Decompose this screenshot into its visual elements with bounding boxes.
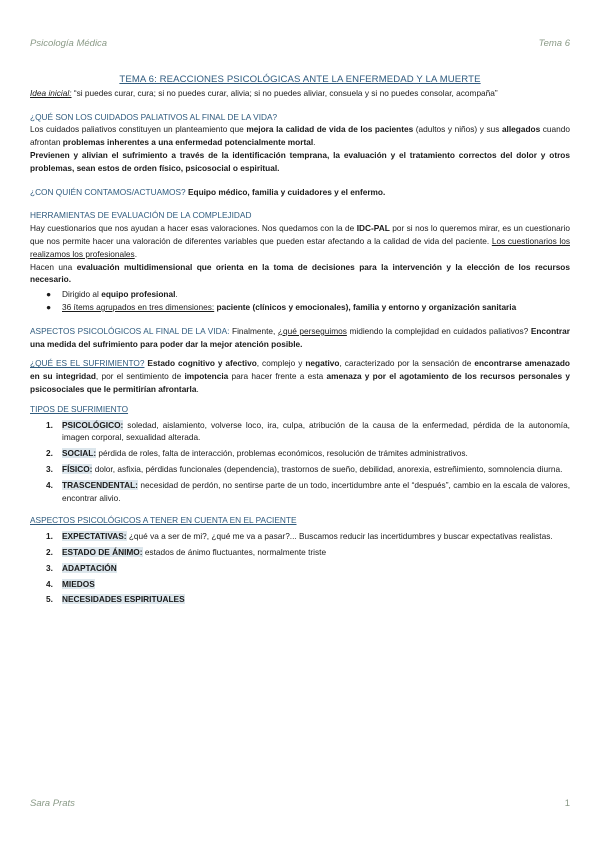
section-heading-tools: HERRAMIENTAS DE EVALUACIÓN DE LA COMPLEJIDAD bbox=[30, 210, 252, 221]
text-run-bold: Encontrar una medida del sufrimiento para poder dar la mejor atención posible. bbox=[30, 325, 570, 349]
text-run: midiendo la complejidad en cuidados paliativos? bbox=[346, 325, 531, 336]
item-label: EXPECTATIVAS: bbox=[62, 531, 127, 542]
item-label: MIEDOS bbox=[62, 578, 95, 589]
text-run-underline: ¿qué perseguimos bbox=[277, 325, 347, 336]
text-run: Finalmente, bbox=[229, 325, 278, 336]
suffering-types-list bbox=[30, 419, 570, 505]
list-item bbox=[46, 479, 570, 505]
aspects-end-of-life-paragraph bbox=[30, 325, 570, 351]
list-item bbox=[46, 562, 570, 575]
section-heading-patient-aspects: ASPECTOS PSICOLÓGICOS A TENER EN CUENTA EN EL PACIENTE bbox=[30, 515, 297, 526]
text-run-bold: equipo profesional bbox=[101, 289, 176, 300]
text-run-bold: allegados bbox=[501, 124, 541, 135]
palliative-paragraph-1 bbox=[30, 123, 570, 149]
text-run: Dirigido al bbox=[62, 289, 102, 300]
intro-paragraph bbox=[30, 87, 570, 100]
item-label: FÍSICO: bbox=[62, 463, 93, 474]
text-run: cuando afrontan bbox=[30, 124, 571, 148]
text-run-bold: paciente (clínicos y emocionales), familia y entorno y organización sanitaria bbox=[214, 301, 517, 312]
section-heading-types: TIPOS DE SUFRIMIENTO bbox=[30, 403, 129, 414]
section-heading-suffering: ¿QUÉ ES EL SUFRIMIENTO? bbox=[30, 358, 145, 369]
item-number: 5. bbox=[46, 594, 53, 605]
text-run: , por el sentimiento de bbox=[95, 371, 185, 382]
tools-paragraph-1 bbox=[30, 222, 570, 260]
item-label: NECESIDADES ESPIRITUALES bbox=[62, 594, 185, 605]
page-title: TEMA 6: REACCIONES PSICOLÓGICAS ANTE LA ENFERMEDAD Y LA MUERTE bbox=[119, 74, 481, 85]
page-number: 1 bbox=[564, 798, 570, 809]
text-run: Los cuidados paliativos constituyen un planteamiento que bbox=[30, 124, 247, 135]
suffering-paragraph bbox=[30, 357, 570, 395]
item-label: SOCIAL: bbox=[62, 448, 97, 459]
text-run-bold: IDC-PAL bbox=[356, 223, 390, 234]
text-run-bold: amenaza y por el agotamiento de los recursos personales y psicosociales que le permitirían afrontarla bbox=[30, 371, 570, 394]
list-item bbox=[46, 447, 570, 460]
header-topic: Tema 6 bbox=[538, 38, 570, 49]
text-run-bold: Estado cognitivo y afectivo bbox=[144, 358, 257, 369]
item-number: 2. bbox=[46, 448, 53, 459]
item-label: TRASCENDENTAL: bbox=[62, 479, 138, 490]
header-subject: Psicología Médica bbox=[30, 38, 108, 49]
page-content bbox=[30, 74, 570, 609]
list-item bbox=[46, 530, 570, 543]
item-label: ADAPTACIÓN bbox=[62, 562, 117, 573]
text-run: . bbox=[175, 289, 178, 300]
patient-aspects-list bbox=[30, 530, 570, 606]
team-paragraph bbox=[30, 186, 570, 199]
text-run: Hacen una bbox=[30, 261, 77, 272]
item-number: 1. bbox=[46, 531, 53, 542]
item-number: 2. bbox=[46, 546, 53, 557]
item-label: PSICOLÓGICO: bbox=[62, 419, 124, 430]
text-run-bold: mejora la calidad de vida de los pacientes bbox=[246, 124, 414, 135]
item-number: 3. bbox=[46, 463, 53, 474]
section-heading-team: ¿CON QUIÉN CONTAMOS/ACTUAMOS? bbox=[30, 186, 186, 197]
intro-quote: “si puedes curar, cura; si no puedes curar, alivia; si no puedes aliviar, consuela y si no puedes consolar, acompaña” bbox=[71, 87, 498, 98]
team-text: Equipo médico, familia y cuidadores y el enfermo. bbox=[185, 186, 386, 197]
text-run-bold: evaluación multidimensional que orienta en la toma de decisiones para la intervención y la elección de los recursos necesario. bbox=[30, 261, 570, 285]
list-item bbox=[46, 593, 570, 606]
text-run: por si nos lo queremos mirar, es un cuestionario que nos permite hacer una valoración de diferentes variables que pueden estar afectando a la calidad de vida del paciente. bbox=[30, 223, 570, 246]
text-run: , complejo y bbox=[256, 358, 306, 369]
item-label: ESTADO DE ÁNIMO: bbox=[62, 546, 143, 557]
text-run: , caracterizado por la sensación de bbox=[339, 358, 475, 369]
list-item bbox=[46, 288, 570, 301]
item-number: 4. bbox=[46, 479, 53, 490]
section-heading-palliative: ¿QUÉ SON LOS CUIDADOS PALIATIVOS AL FINAL DE LA VIDA? bbox=[30, 111, 278, 122]
text-run-bold: negativo bbox=[305, 358, 340, 369]
text-run: (adultos y niños) y sus bbox=[413, 124, 502, 135]
list-item bbox=[46, 546, 570, 559]
bullet-icon: ● bbox=[46, 289, 52, 300]
item-text: pérdida de roles, falta de interacción, problemas económicos, resolución de trámites administrativos. bbox=[96, 448, 468, 459]
list-item bbox=[46, 419, 570, 445]
text-run-underline: Los cuestionarios los realizamos los profesionales bbox=[30, 235, 570, 259]
item-number: 4. bbox=[46, 578, 53, 589]
list-item bbox=[46, 578, 570, 591]
item-text: ¿qué va a ser de mi?, ¿qué me va a pasar?... Buscamos reducir las incertidumbres y buscar expectativas realistas. bbox=[126, 531, 553, 542]
list-item bbox=[46, 463, 570, 476]
text-run-bold: Previenen y alivian el sufrimiento a través de la identificación temprana, la evaluación y el tratamiento correctos del dolor y otros problemas, sean estos de orden físico, psicosocial o espiritual. bbox=[30, 149, 570, 173]
palliative-paragraph-2 bbox=[30, 149, 570, 175]
item-number: 1. bbox=[46, 419, 53, 430]
footer-author: Sara Prats bbox=[30, 798, 75, 809]
text-run-bold: encontrarse amenazado en su integridad bbox=[30, 358, 570, 382]
item-text: dolor, asfixia, pérdidas funcionales (dependencia), trastornos de sueño, debilidad, anorexia, estreñimiento, somnolencia diurna. bbox=[92, 463, 563, 474]
text-run: . bbox=[313, 137, 316, 148]
item-text: soledad, aislamiento, volverse loco, ira, culpa, atribución de la causa de la enfermedad, pérdida de la autonomía, imagen corporal, sexualidad alterada. bbox=[62, 419, 570, 443]
bullet-icon: ● bbox=[46, 301, 52, 312]
list-item bbox=[46, 301, 570, 314]
tools-bullet-list bbox=[30, 288, 570, 314]
text-run: . bbox=[134, 248, 137, 259]
tools-paragraph-2 bbox=[30, 261, 570, 287]
section-heading-aspects: ASPECTOS PSICOLÓGICOS AL FINAL DE LA VIDA: bbox=[30, 325, 230, 336]
text-run-underline: 36 ítems agrupados en tres dimensiones: bbox=[62, 301, 215, 312]
text-run: para hacer frente a esta bbox=[228, 371, 327, 382]
text-run: . bbox=[196, 383, 199, 394]
item-text: estados de ánimo fluctuantes, normalmente triste bbox=[142, 546, 327, 557]
text-run: Hay cuestionarios que nos ayudan a hacer esas valoraciones. Nos quedamos con la de bbox=[30, 223, 357, 234]
item-text: necesidad de perdón, no sentirse parte de un todo, incertidumbre ante el “después”, cambio en la escala de valores, encontrar alivio. bbox=[62, 479, 570, 503]
text-run-bold: problemas inherentes a una enfermedad potencialmente mortal bbox=[62, 137, 314, 148]
item-number: 3. bbox=[46, 562, 53, 573]
text-run-bold: impotencia bbox=[184, 371, 229, 382]
intro-label: Idea inicial: bbox=[30, 87, 72, 98]
